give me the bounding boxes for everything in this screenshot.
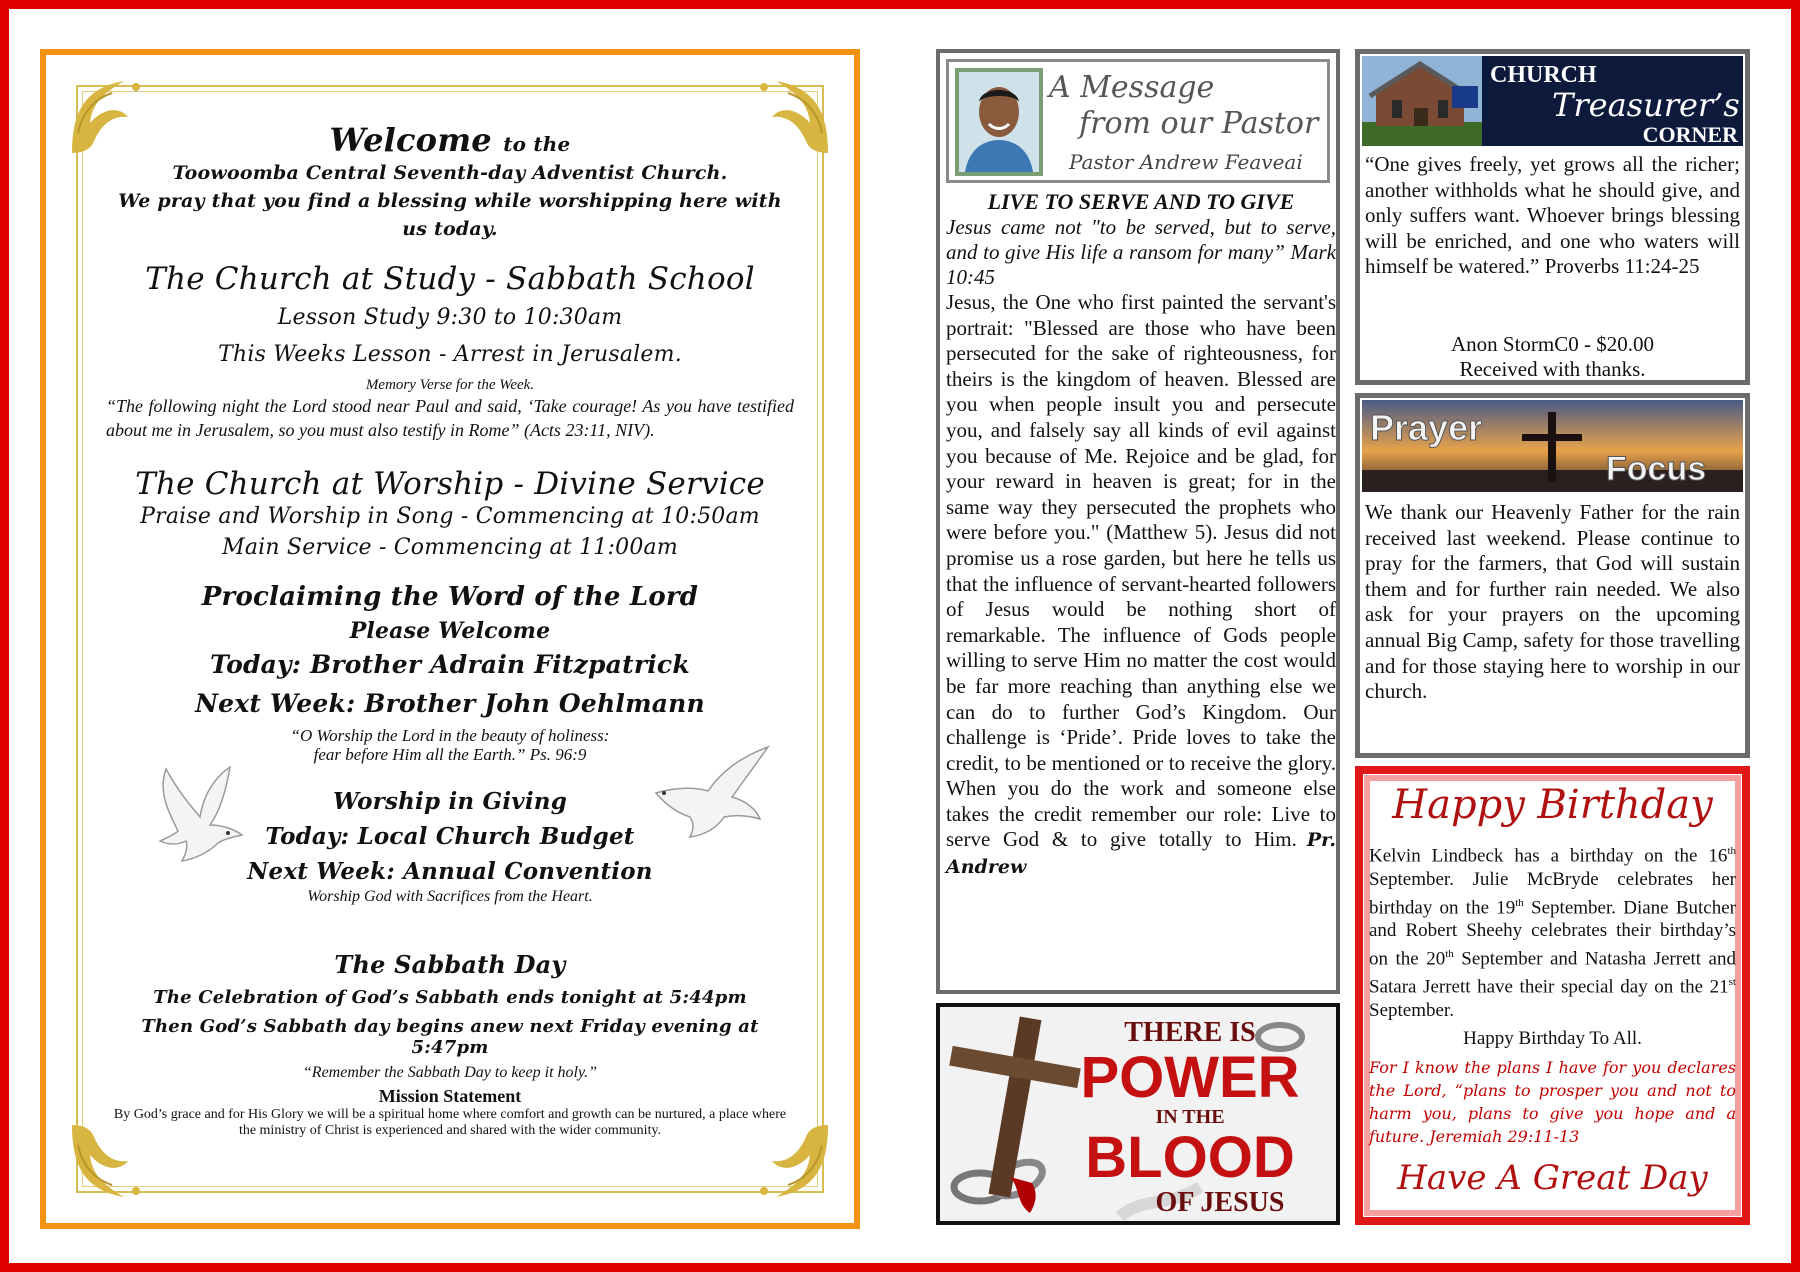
pastor-title-line-1: A Message xyxy=(1049,70,1215,105)
birthday-text-part: Kelvin Lindbeck has a birthday on the 16 xyxy=(1369,845,1728,867)
happy-birthday-panel xyxy=(1355,766,1750,1225)
please-welcome: Please Welcome xyxy=(349,618,551,644)
pastor-title-line-2: from our Pastor xyxy=(1079,106,1319,141)
sabbath-quote: “Remember the Sabbath Day to keep it holy.” xyxy=(302,1064,598,1081)
sabbath-ends: The Celebration of God’s Sabbath ends tonight at 5:44pm xyxy=(153,987,747,1008)
mission-heading: Mission Statement xyxy=(378,1086,522,1106)
giving-today: Today: Local Church Budget xyxy=(265,823,635,850)
treasurer-corner: CORNER xyxy=(1642,122,1738,146)
pray-line: We pray that you find a blessing while worshipping here with us today. xyxy=(118,190,782,240)
ordinal-suffix: th xyxy=(1445,948,1454,961)
giving-note: Worship God with Sacrifices from the Heart. xyxy=(307,888,593,905)
power-line-5: OF JESUS xyxy=(1155,1187,1285,1218)
mission-text: By God’s grace and for His Glory we will be a spiritual home where comfort and growth can be nurtured, a place where the ministry of Christ is experienced and shared with the wider community. xyxy=(113,1107,787,1138)
ordinal-suffix: th xyxy=(1727,845,1736,857)
pastor-text-body: Jesus, the One who first painted the servant's portrait: "Blessed are those who have been persecuted for the sake of righteousness, for theirs is the kingdom of heaven. Blessed are you when people insult you and persecute you, and falsely say all kinds of evil against you because of Me. Rejoice and be glad, for your reward in heaven is great; for in the same way they persecuted the prophets who were before you." (Matthew 5). Jesus did not promise us a rose garden, but here he tells us that the influence of servant-hearted followers of Jesus would be nothing short of remarkable. The influence of Gods people willing to serve Him no matter the cost would be far more reaching than anything else we can do to further God’s Kingdom. Our challenge is ‘Pride’. Pride loves to take the credit, to be mentioned or to receive the glory. When you do the work and someone else takes the credit remember our role: Live to serve God & to give totally to Him. xyxy=(946,290,1336,852)
birthday-to-all: Happy Birthday To All. xyxy=(1463,1028,1642,1049)
lesson-title: This Weeks Lesson - Arrest in Jerusalem. xyxy=(218,342,682,367)
treasurer-donation-block xyxy=(1365,332,1740,382)
pastor-heading: LIVE TO SERVE AND TO GIVE xyxy=(987,189,1295,214)
treasurer-title: Treasurer’s xyxy=(1552,86,1740,124)
lesson-time: Lesson Study 9:30 to 10:30am xyxy=(277,305,623,330)
ordinal-suffix: st xyxy=(1728,975,1736,988)
birthday-text-part: September and Natasha Jerrett and Satara Jerrett have their special day on the 21 xyxy=(1369,948,1736,998)
welcome-small: to the xyxy=(503,132,571,156)
power-line-4: BLOOD xyxy=(1085,1125,1295,1190)
ordinal-suffix: th xyxy=(1515,896,1524,909)
white-dove-icon xyxy=(636,743,776,843)
next-speaker: Next Week: Brother John Oehlmann xyxy=(195,689,705,718)
prayer-focus-panel xyxy=(1355,393,1750,758)
treasurer-corner-panel xyxy=(1355,49,1750,385)
treasurer-header xyxy=(1362,56,1743,146)
power-line-2: POWER xyxy=(1080,1045,1300,1110)
prayer-word: Prayer xyxy=(1370,407,1483,448)
pastor-signature: Pr. Andrew xyxy=(946,829,1336,879)
giving-next: Next Week: Annual Convention xyxy=(247,858,653,885)
birthday-text xyxy=(1369,840,1736,1022)
birthday-text-part: September. Julie McBryde celebrates her birthday on the 19 xyxy=(1369,868,1736,918)
welcome-content xyxy=(106,115,794,1139)
welcome-big: Welcome xyxy=(329,121,492,159)
treasurer-donation: Anon StormC0 - $20.00 xyxy=(1450,332,1654,356)
pastor-body xyxy=(946,189,1336,881)
birthday-text-part: September. xyxy=(1369,999,1454,1021)
birthday-text-part: September. Diane Butcher and Robert Sheehy celebrates their birthday’s on the 20 xyxy=(1369,896,1736,970)
welcome-title xyxy=(106,121,794,159)
sabbath-heading: The Sabbath Day xyxy=(334,950,566,979)
main-service: Main Service - Commencing at 11:00am xyxy=(222,535,678,560)
welcome-panel xyxy=(40,49,860,1229)
pastor-message-panel xyxy=(936,49,1340,994)
power-line-3: IN THE xyxy=(1155,1106,1225,1128)
study-heading: The Church at Study - Sabbath School xyxy=(145,261,755,297)
sabbath-begins: Then God’s Sabbath day begins anew next Friday evening at 5:47pm xyxy=(141,1016,759,1058)
giving-heading: Worship in Giving xyxy=(332,788,568,815)
white-dove-icon xyxy=(138,761,268,871)
memory-label: Memory Verse for the Week. xyxy=(365,377,535,393)
proclaiming-heading: Proclaiming the Word of the Lord xyxy=(201,582,699,612)
today-speaker: Today: Brother Adrain Fitzpatrick xyxy=(210,650,690,679)
treasurer-quote: “One gives freely, yet grows all the richer; another withholds what he should give, and only suffers want. Whoever brings blessing will be enriched, and one who waters will himself be watered.” Proverbs 11:24-25 xyxy=(1365,152,1740,278)
birthday-sign-off: Have A Great Day xyxy=(1397,1158,1708,1198)
psalm-line-2: fear before Him all the Earth.” Ps. 96:9 xyxy=(313,745,587,764)
praise-line: Praise and Worship in Song - Commencing at 10:50am xyxy=(140,504,760,529)
church-name: Toowoomba Central Seventh-day Adventist Church. xyxy=(172,162,728,184)
pastor-photo xyxy=(955,68,1043,176)
power-line-1: THERE IS xyxy=(1124,1017,1256,1048)
treasurer-thanks: Received with thanks. xyxy=(1459,357,1646,381)
treasurer-church: CHURCH xyxy=(1490,62,1597,88)
pastor-header xyxy=(946,59,1330,183)
prayer-header xyxy=(1362,400,1743,492)
memory-verse: “The following night the Lord stood near Paul and said, ‘Take courage! As you have testified about me in Jerusalem, so you must also testify in Rome” (Acts 23:11, NIV). xyxy=(106,396,794,440)
birthday-verse: For I know the plans I have for you declares the Lord, “plans to prosper you and not to harm you, plans to give you hope and a future. Jeremiah 29:11-13 xyxy=(1369,1058,1736,1146)
focus-word: Focus xyxy=(1606,450,1707,488)
psalm-line-1: “O Worship the Lord in the beauty of holiness: xyxy=(290,726,610,745)
pastor-text xyxy=(946,290,1336,881)
church-building-photo xyxy=(1362,56,1482,146)
pastor-verse: Jesus came not "to be served, but to serve, and to give His life a ransom for many” Mark 10:45 xyxy=(946,215,1336,289)
pastor-name: Pastor Andrew Feaveai xyxy=(1069,150,1303,174)
power-in-the-blood-graphic xyxy=(936,1003,1340,1225)
prayer-text: We thank our Heavenly Father for the rain received last weekend. Please continue to pray for the farmers, that God will sustain them and for further rain needed. We also ask for your prayers on the upcoming annual Big Camp, safety for those travelling and for those staying here to worship in our church. xyxy=(1365,500,1740,704)
birthday-title: Happy Birthday xyxy=(1392,782,1713,828)
worship-heading: The Church at Worship - Divine Service xyxy=(135,466,765,502)
